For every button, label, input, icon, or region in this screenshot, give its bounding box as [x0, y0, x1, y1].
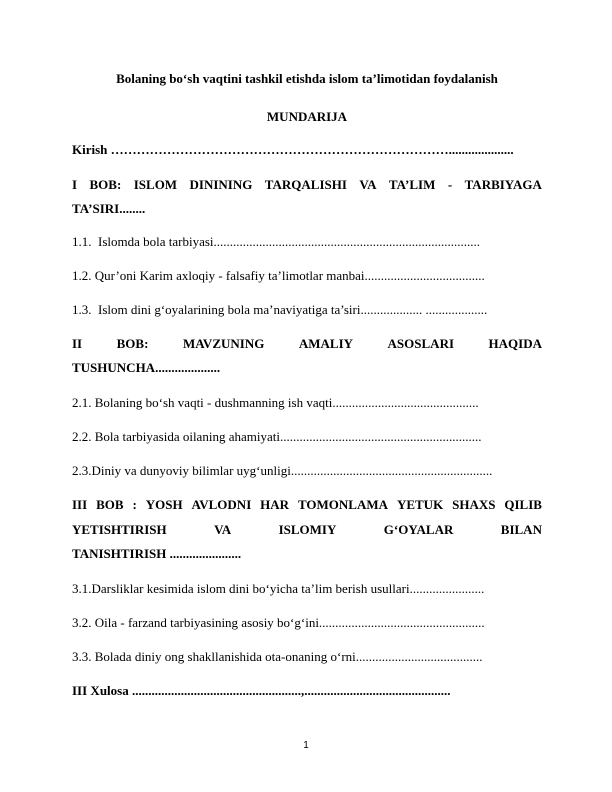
- toc-chapter-2-line-1: [72, 336, 542, 352]
- toc-chapter-1-line-2: TA’SIRI........: [72, 201, 146, 216]
- toc-word: ISLOMIY: [278, 522, 337, 537]
- toc-word: YETISHTIRISH: [72, 522, 167, 537]
- toc-chapter-3-line-2: [72, 522, 542, 538]
- toc-word: III: [72, 497, 88, 512]
- toc-item-2-1: 2.1. Bolaning bo‘sh vaqti - dushmanning ish vaqti.............................................: [72, 395, 479, 410]
- toc-word: YETUK: [396, 497, 444, 512]
- toc-item-3-1: 3.1.Darsliklar kesimida islom dini bo‘yicha ta’lim berish usullari.......................: [72, 581, 485, 596]
- toc-word: TOMONLAMA: [297, 497, 389, 512]
- toc-word: VA: [359, 177, 377, 192]
- page-number: 1: [303, 740, 309, 751]
- toc-word: TARQALISHI: [264, 177, 347, 192]
- toc-item-2-3: 2.3.Diniy va dunyoviy bilimlar uyg‘unligi..............................................................: [72, 463, 493, 478]
- toc-word: I: [72, 177, 78, 192]
- toc-word: ASOSLARI: [387, 336, 455, 351]
- contents-heading: MUNDARIJA: [266, 109, 348, 124]
- toc-item-1-2: 1.2. Qur’oni Karim axloqiy - falsafiy ta’limotlar manbai.....................................: [72, 268, 485, 283]
- toc-intro: Kirish ……………………………………………………………………....................: [72, 142, 514, 157]
- toc-chapter-3-line-1: [72, 497, 542, 513]
- toc-item-1-3: 1.3. Islom dini g‘oyalarining bola ma’naviyatiga ta’siri................... ...................: [72, 302, 488, 317]
- toc-word: BOB:: [89, 177, 122, 192]
- toc-item-3-3: 3.3. Bolada diniy ong shakllanishida ota-onaning o‘rni.......................................: [72, 649, 483, 664]
- toc-word: -: [447, 177, 453, 192]
- toc-word: DININING: [189, 177, 253, 192]
- toc-item-1-1: 1.1. Islomda bola tarbiyasi..................................................................................: [72, 234, 481, 249]
- toc-word: BILAN: [500, 522, 542, 537]
- toc-word: TA’LIM: [388, 177, 436, 192]
- toc-word: VA: [214, 522, 232, 537]
- toc-word: HAR: [260, 497, 290, 512]
- toc-chapter-2-line-2: TUSHUNCHA....................: [72, 360, 221, 375]
- toc-word: TARBIYAGA: [464, 177, 542, 192]
- toc-item-3-2: 3.2. Oila - farzand tarbiyasining asosiy bo‘g‘ini...................................................: [72, 615, 485, 630]
- toc-word: HAQIDA: [488, 336, 542, 351]
- toc-word: SHAXS: [452, 497, 496, 512]
- toc-word: II: [72, 336, 83, 351]
- toc-word: G‘OYALAR: [383, 522, 454, 537]
- toc-word: AMALIY: [298, 336, 354, 351]
- toc-word: BOB:: [116, 336, 149, 351]
- toc-chapter-3-line-3: TANISHTIRISH ......................: [72, 546, 242, 561]
- toc-word: ISLOM: [133, 177, 178, 192]
- toc-word: AVLODNI: [191, 497, 252, 512]
- toc-item-2-2: 2.2. Bola tarbiyasida oilaning ahamiyati..............................................................: [72, 429, 482, 444]
- toc-word: :: [132, 497, 137, 512]
- toc-word: BOB: [96, 497, 124, 512]
- toc-conclusion: III Xulosa ....................................................,.............................................: [72, 683, 451, 698]
- document-title: Bolaning bo‘sh vaqtini tashkil etishda islom ta’limotidan foydalanish: [116, 71, 498, 86]
- toc-word: YOSH: [145, 497, 183, 512]
- toc-chapter-1-line-1: [72, 177, 542, 193]
- toc-word: QILIB: [504, 497, 542, 512]
- toc-word: MAVZUNING: [182, 336, 265, 351]
